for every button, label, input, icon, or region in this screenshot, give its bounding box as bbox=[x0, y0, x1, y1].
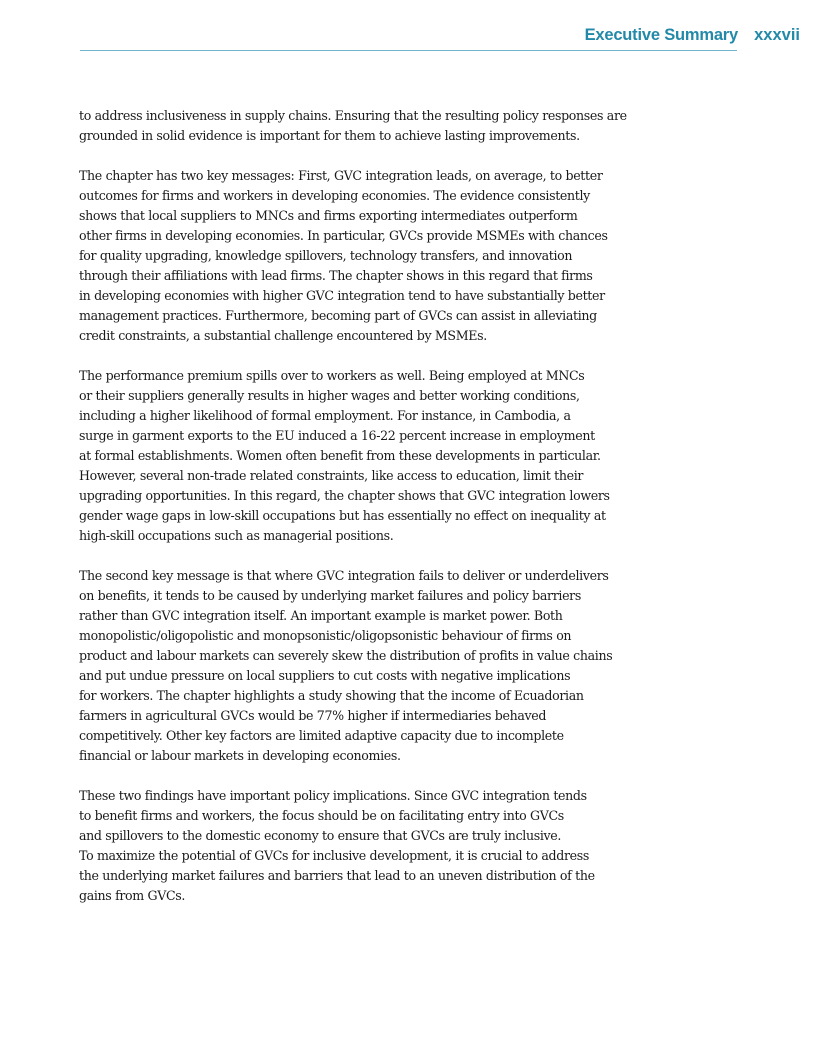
text-line: high-skill occupations such as managerial positions. bbox=[79, 528, 394, 543]
text-line: competitively. Other key factors are limited adaptive capacity due to incomplete bbox=[79, 728, 564, 743]
text-line: on benefits, it tends to be caused by underlying market failures and policy barriers bbox=[79, 588, 581, 603]
header-title: Executive Summary bbox=[584, 26, 738, 44]
text-line: including a higher likelihood of formal employment. For instance, in Cambodia, a bbox=[79, 408, 571, 423]
text-line: However, several non-trade related constraints, like access to education, limit their bbox=[79, 468, 584, 483]
text-line: and put undue pressure on local suppliers to cut costs with negative implications bbox=[79, 668, 571, 683]
text-line: rather than GVC integration itself. An important example is market power. Both bbox=[79, 608, 563, 623]
text-line: management practices. Furthermore, becoming part of GVCs can assist in alleviating bbox=[79, 308, 597, 323]
paragraph-3 bbox=[79, 366, 619, 546]
text-line: outcomes for firms and workers in developing economies. The evidence consistently bbox=[79, 188, 590, 203]
text-line: credit constraints, a substantial challenge encountered by MSMEs. bbox=[79, 328, 487, 343]
text-line: other firms in developing economies. In particular, GVCs provide MSMEs with chances bbox=[79, 228, 608, 243]
text-line: The second key message is that where GVC integration fails to deliver or underdelivers bbox=[79, 568, 609, 583]
header-divider bbox=[80, 50, 737, 51]
running-header bbox=[80, 26, 800, 50]
body-text bbox=[79, 106, 627, 926]
text-line: grounded in solid evidence is important for them to achieve lasting improvements. bbox=[79, 128, 580, 143]
text-line: surge in garment exports to the EU induced a 16-22 percent increase in employment bbox=[79, 428, 595, 443]
paragraph-1 bbox=[79, 106, 627, 146]
text-line: through their affiliations with lead firms. The chapter shows in this regard that firms bbox=[79, 268, 593, 283]
text-line: upgrading opportunities. In this regard, the chapter shows that GVC integration lowers bbox=[79, 488, 610, 503]
text-line: financial or labour markets in developing economies. bbox=[79, 748, 401, 763]
text-line: These two findings have important policy implications. Since GVC integration tends bbox=[79, 788, 587, 803]
text-line: to benefit firms and workers, the focus should be on facilitating entry into GVCs bbox=[79, 808, 564, 823]
text-line: gains from GVCs. bbox=[79, 888, 186, 903]
text-line: monopolistic/oligopolistic and monopsonistic/oligopsonistic behaviour of firms on bbox=[79, 628, 572, 643]
text-line: in developing economies with higher GVC integration tend to have substantially better bbox=[79, 288, 605, 303]
paragraph-2 bbox=[79, 166, 619, 346]
text-line: product and labour markets can severely skew the distribution of profits in value chains bbox=[79, 648, 613, 663]
text-line: To maximize the potential of GVCs for inclusive development, it is crucial to address bbox=[79, 848, 589, 863]
text-line: farmers in agricultural GVCs would be 77% higher if intermediaries behaved bbox=[79, 708, 547, 723]
paragraph-4 bbox=[79, 566, 619, 766]
text-line: gender wage gaps in low-skill occupations but has essentially no effect on inequality at bbox=[79, 508, 606, 523]
paragraph-5 bbox=[79, 786, 619, 906]
text-line: for workers. The chapter highlights a study showing that the income of Ecuadorian bbox=[79, 688, 584, 703]
text-line: at formal establishments. Women often benefit from these developments in particular. bbox=[79, 448, 601, 463]
text-line: and spillovers to the domestic economy to ensure that GVCs are truly inclusive. bbox=[79, 828, 562, 843]
text-line: to address inclusiveness in supply chains. Ensuring that the resulting policy responses are bbox=[79, 108, 627, 123]
text-line: for quality upgrading, knowledge spillovers, technology transfers, and innovation bbox=[79, 248, 573, 263]
text-line: shows that local suppliers to MNCs and firms exporting intermediates outperform bbox=[79, 208, 578, 223]
text-line: the underlying market failures and barriers that lead to an uneven distribution of the bbox=[79, 868, 595, 883]
text-line: or their suppliers generally results in higher wages and better working conditions, bbox=[79, 388, 580, 403]
page-number: xxxvii bbox=[754, 26, 800, 44]
text-line: The performance premium spills over to workers as well. Being employed at MNCs bbox=[79, 368, 585, 383]
text-line: The chapter has two key messages: First, GVC integration leads, on average, to better bbox=[79, 168, 603, 183]
